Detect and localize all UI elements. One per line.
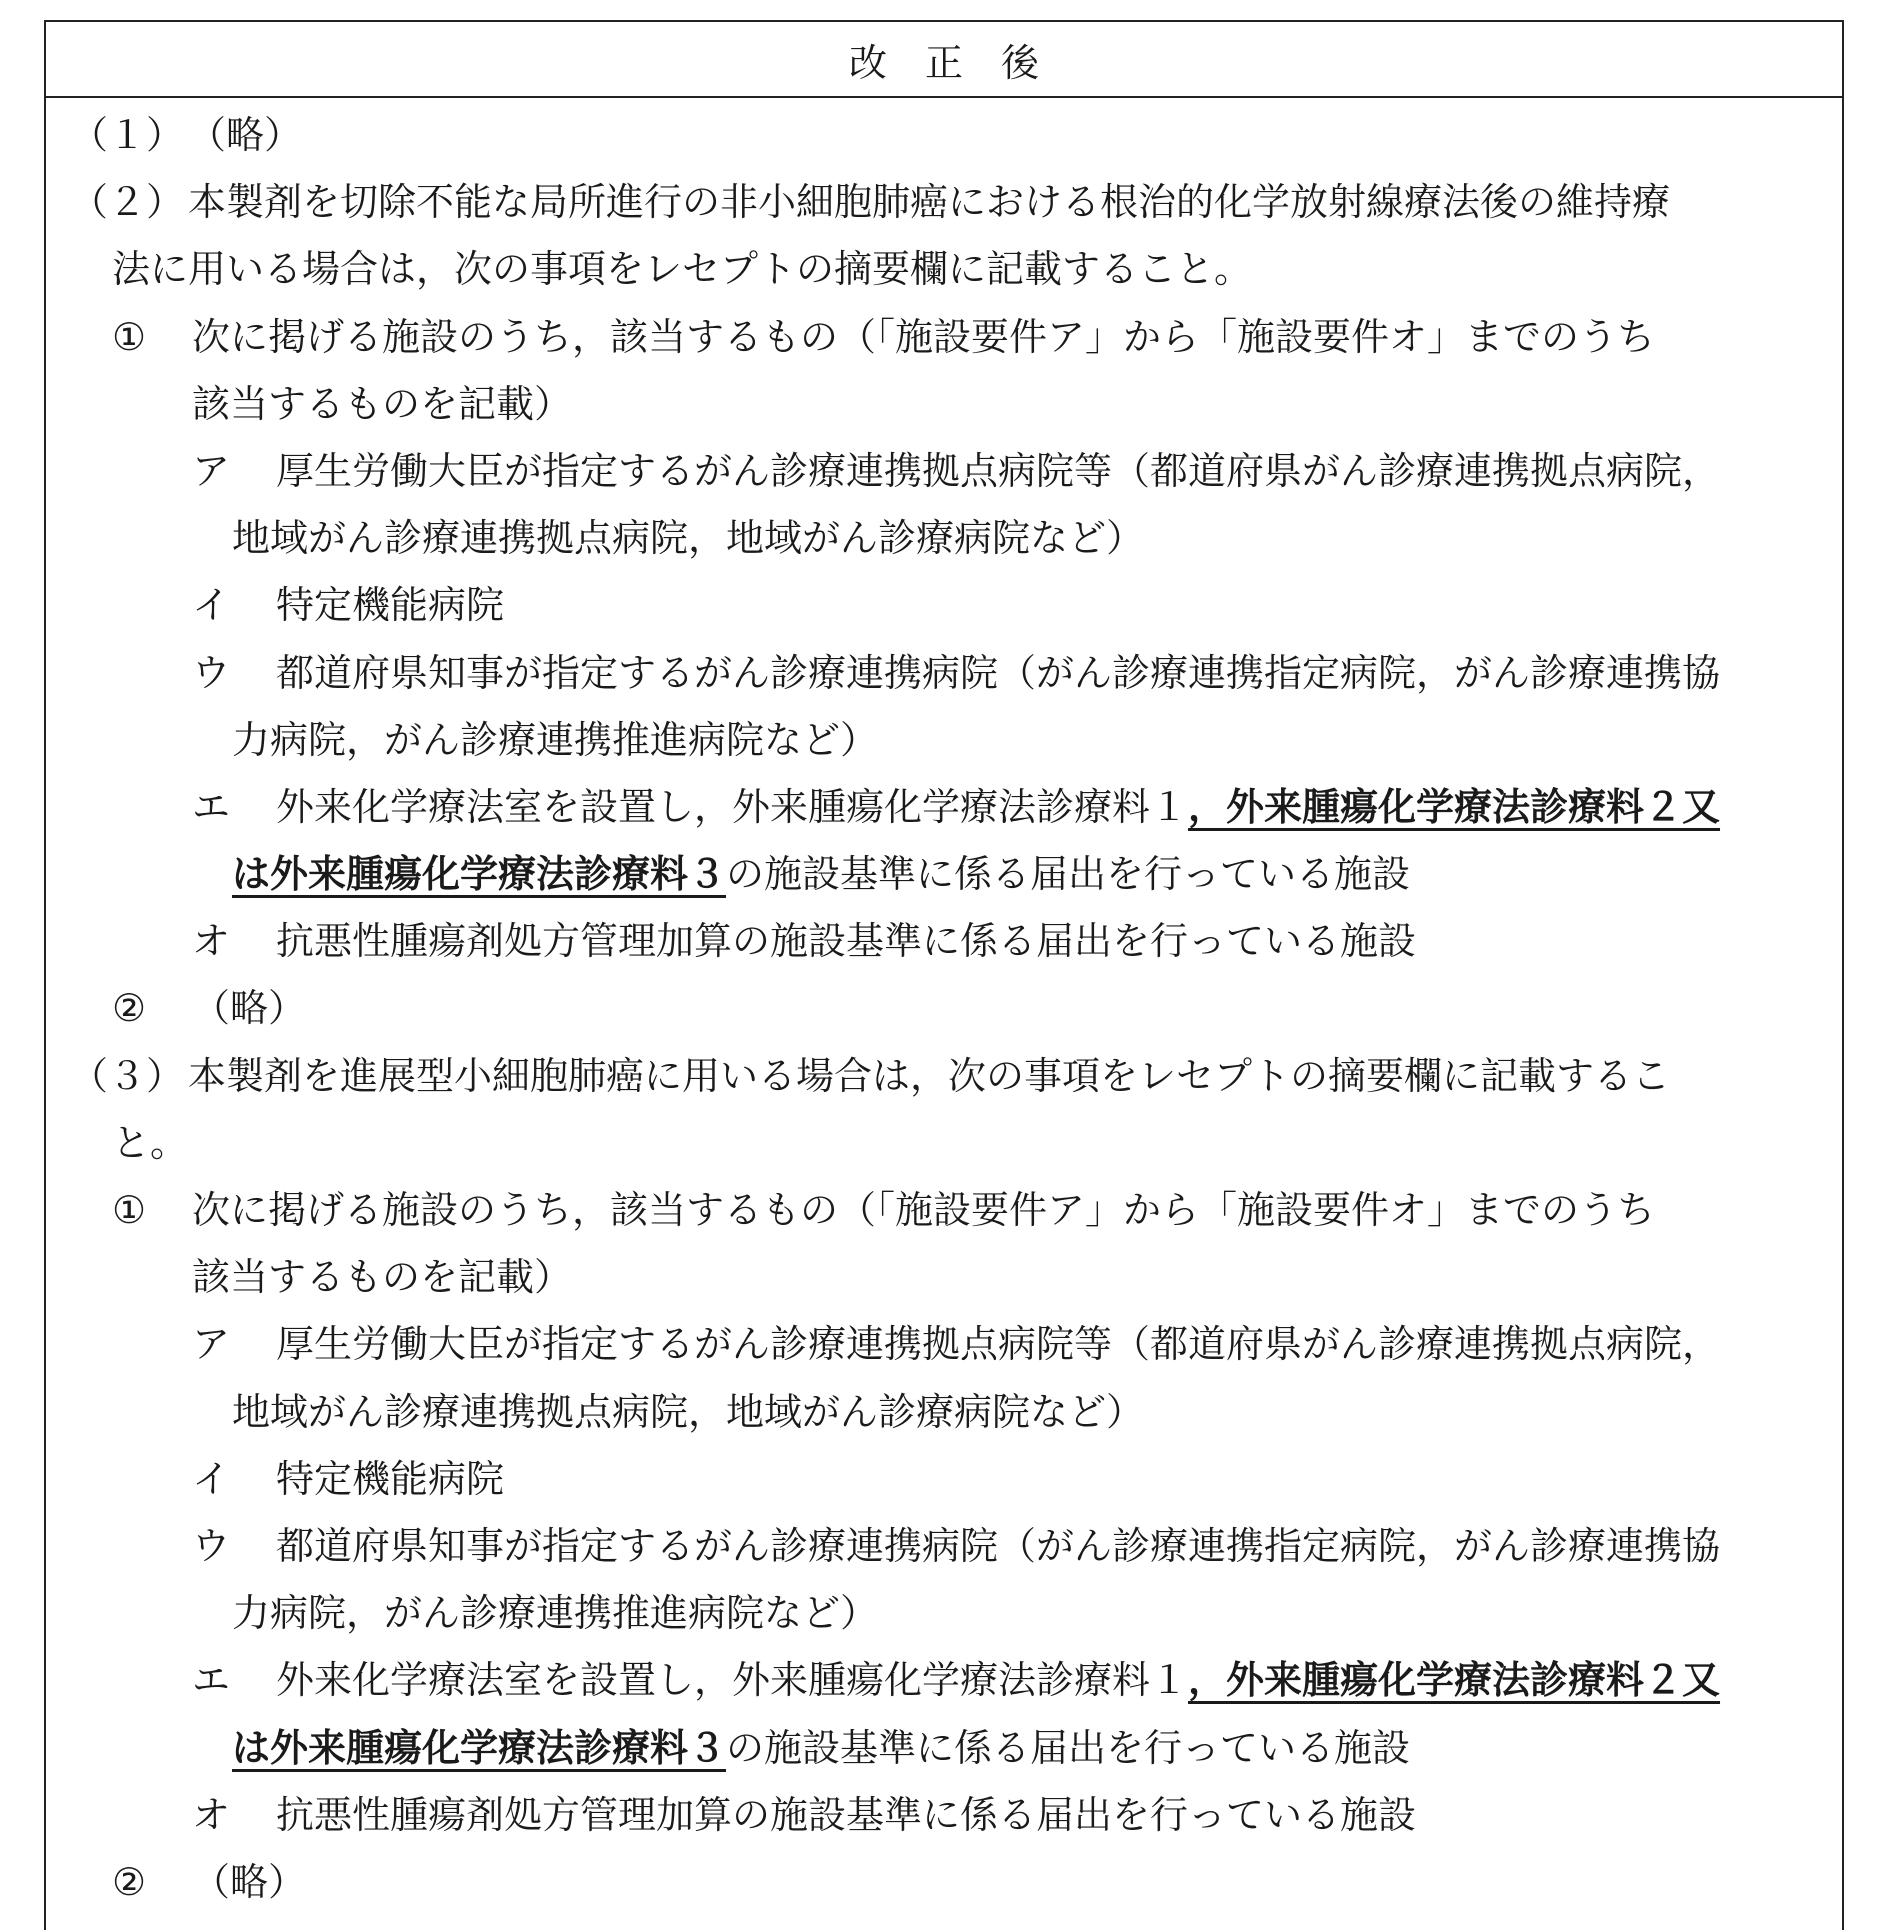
sub-e-text-cont: の施設基準に係る届出を行っている施設 [726, 1725, 1411, 1770]
section-3-item-2 [46, 1849, 1842, 1916]
item-2-text: （略） [192, 986, 307, 1031]
sub-e-amended-text-cont: は外来腫瘍化学療法診療料３ [232, 852, 727, 897]
sub-u-label: ウ [192, 1523, 231, 1568]
section-3-sub-o [46, 1782, 1842, 1849]
section-3-item-1-cont [46, 1244, 1842, 1311]
sub-a-text-cont: 地域がん診療連携拠点病院，地域がん診療病院など） [232, 1389, 1145, 1434]
section-2-line-2 [46, 236, 1842, 303]
section-3-text: 本製剤を進展型小細胞肺癌に用いる場合は，次の事項をレセプトの摘要欄に記載するこ [188, 1053, 1671, 1098]
amendment-table [44, 20, 1844, 1930]
sub-a-text: 厚生労働大臣が指定するがん診療連携拠点病院等（都道府県がん診療連携拠点病院， [276, 448, 1721, 493]
section-2-sub-e [46, 774, 1842, 841]
item-2-label: ② [112, 986, 147, 1031]
section-3-sub-a-cont [46, 1379, 1842, 1446]
section-3-label: （３） [70, 1053, 185, 1098]
sub-i-text: 特定機能病院 [276, 1456, 505, 1501]
item-2-label: ② [112, 1859, 147, 1904]
sub-i-label: イ [192, 583, 231, 628]
sub-e-amended-text-cont: は外来腫瘍化学療法診療料３ [232, 1725, 727, 1770]
sub-o-text: 抗悪性腫瘍剤処方管理加算の施設基準に係る届出を行っている施設 [276, 1792, 1417, 1837]
sub-e-amended-text: ，外来腫瘍化学療法診療料２又 [1188, 784, 1721, 829]
sub-u-text: 都道府県知事が指定するがん診療連携病院（がん診療連携指定病院，がん診療連携協 [276, 1523, 1721, 1568]
section-2-sub-u [46, 640, 1842, 707]
section-2-text-cont: 法に用いる場合は，次の事項をレセプトの摘要欄に記載すること。 [112, 247, 1253, 292]
section-3-sub-e-cont [46, 1715, 1842, 1782]
item-1-text: 次に掲げる施設のうち，該当するもの（「施設要件ア」から「施設要件オ」までのうち [192, 1188, 1656, 1232]
section-3-sub-u-cont [46, 1580, 1842, 1647]
section-3-text-cont: と。 [112, 1120, 189, 1165]
sub-u-text-cont: 力病院，がん診療連携推進病院など） [232, 1591, 879, 1636]
sub-o-text: 抗悪性腫瘍剤処方管理加算の施設基準に係る届出を行っている施設 [276, 919, 1417, 964]
section-2-sub-i [46, 572, 1842, 639]
item-1-label: ① [112, 1188, 147, 1232]
header-title: 改 正 後 [848, 40, 1039, 85]
sub-a-label: ア [192, 448, 231, 493]
item-2-text: （略） [192, 1859, 307, 1904]
sub-o-label: オ [192, 1792, 231, 1837]
sub-u-label: ウ [192, 650, 231, 695]
section-2-item-2 [46, 975, 1842, 1042]
item-1-label: ① [112, 314, 147, 359]
item-1-text-cont: 該当するものを記載） [192, 381, 573, 426]
section-2-text: 本製剤を切除不能な局所進行の非小細胞肺癌における根治的化学放射線療法後の維持療 [188, 180, 1671, 225]
sub-a-label: ア [192, 1322, 231, 1367]
sub-e-text: 外来化学療法室を設置し，外来腫瘍化学療法診療料１ [276, 784, 1189, 829]
section-2-sub-a-cont [46, 505, 1842, 572]
section-2-line-1 [46, 169, 1842, 236]
sub-o-label: オ [192, 919, 231, 964]
section-1-text: （略） [188, 113, 303, 157]
section-3-line-2 [46, 1110, 1842, 1177]
sub-e-amended-text: ，外来腫瘍化学療法診療料２又 [1188, 1658, 1721, 1703]
section-1 [46, 102, 1842, 169]
section-2-label: （２） [70, 180, 185, 225]
section-2-sub-e-cont [46, 841, 1842, 908]
sub-e-label: エ [192, 1658, 231, 1703]
sub-u-text-cont: 力病院，がん診療連携推進病院など） [232, 717, 879, 762]
sub-a-text: 厚生労働大臣が指定するがん診療連携拠点病院等（都道府県がん診療連携拠点病院， [276, 1322, 1721, 1367]
item-1-text: 次に掲げる施設のうち，該当するもの（「施設要件ア」から「施設要件オ」までのうち [192, 314, 1656, 359]
section-3-sub-u [46, 1513, 1842, 1580]
table-body [46, 98, 1842, 1916]
section-3-sub-i [46, 1446, 1842, 1513]
section-1-label: （１） [70, 113, 185, 157]
item-1-text-cont: 該当するものを記載） [192, 1255, 573, 1300]
section-3-line-1 [46, 1043, 1842, 1110]
sub-u-text: 都道府県知事が指定するがん診療連携病院（がん診療連携指定病院，がん診療連携協 [276, 650, 1721, 695]
section-2-sub-u-cont [46, 707, 1842, 774]
sub-i-text: 特定機能病院 [276, 583, 505, 628]
section-3-sub-a [46, 1311, 1842, 1378]
sub-i-label: イ [192, 1456, 231, 1501]
section-2-sub-a [46, 438, 1842, 505]
section-3-sub-e [46, 1647, 1842, 1714]
sub-a-text-cont: 地域がん診療連携拠点病院，地域がん診療病院など） [232, 516, 1145, 561]
sub-e-text-cont: の施設基準に係る届出を行っている施設 [726, 852, 1411, 897]
section-2-item-1-cont [46, 371, 1842, 438]
section-2-sub-o [46, 908, 1842, 975]
section-3-item-1 [46, 1177, 1842, 1244]
sub-e-text: 外来化学療法室を設置し，外来腫瘍化学療法診療料１ [276, 1658, 1189, 1703]
sub-e-label: エ [192, 784, 231, 829]
section-2-item-1 [46, 304, 1842, 371]
table-header [46, 22, 1842, 98]
